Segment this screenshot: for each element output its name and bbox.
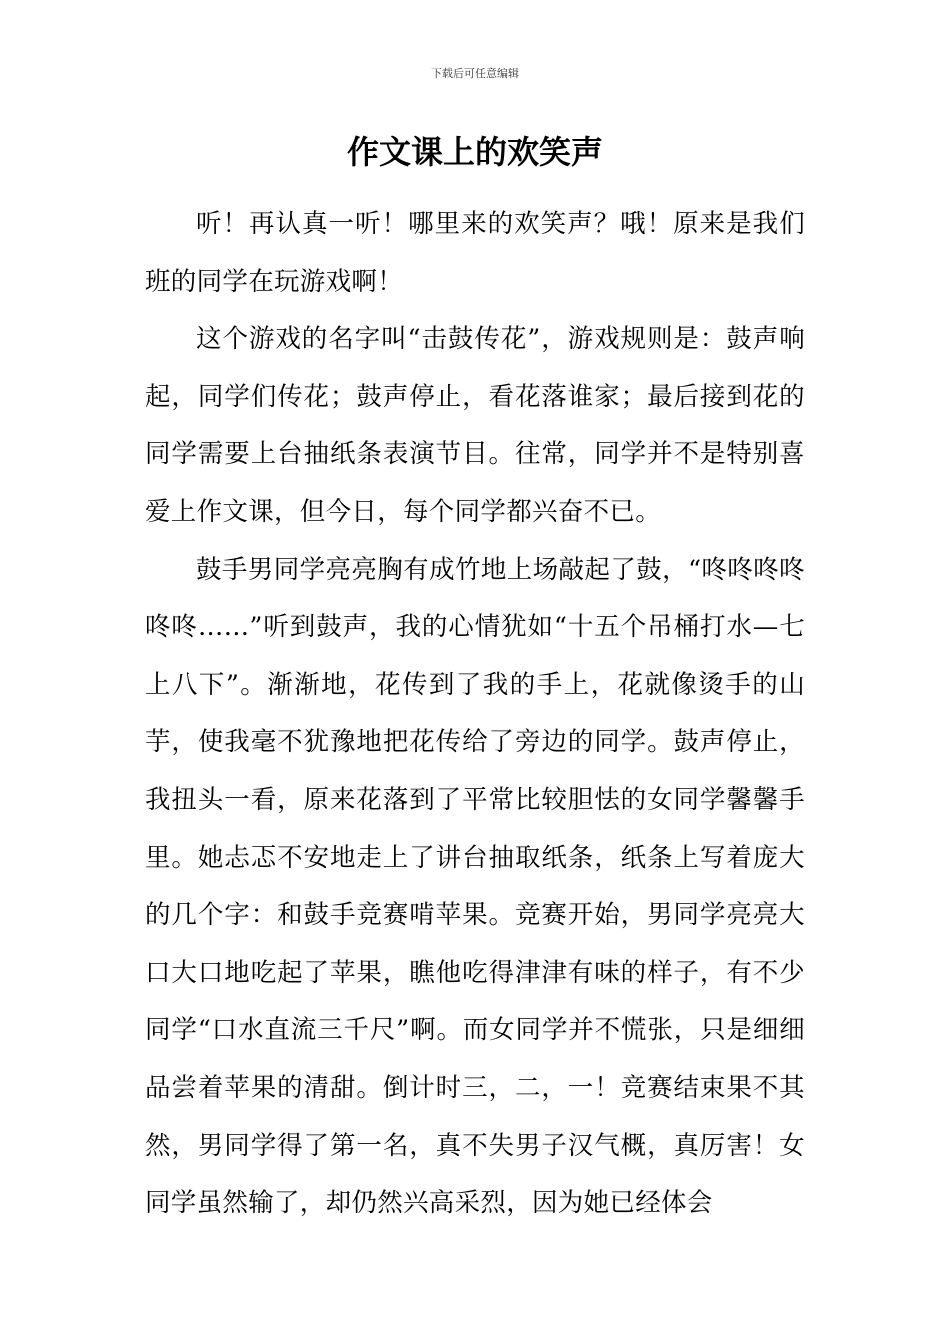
header-note: 下载后可任意编辑 bbox=[431, 67, 519, 80]
paragraph-1: 听！再认真一听！哪里来的欢笑声？哦！原来是我们班的同学在玩游戏啊！ bbox=[145, 209, 805, 297]
document-body bbox=[145, 196, 805, 1233]
paragraph-3: 鼓手男同学亮亮胸有成竹地上场敲起了鼓，“咚咚咚咚咚咚……”听到鼓声，我的心情犹如“十五个吊桶打水—七上八下”。渐渐地，花传到了我的手上，花就像烫手的山芋，使我毫不犹豫地把花传给了旁边的同学。鼓声停止，我扭头一看，原来花落到了平常比较胆怯的女同学馨馨手里。她忐忑不安地走上了讲台抽取纸条，纸条上写着庞大的几个字：和鼓手竞赛啃苹果。竞赛开始，男同学亮亮大口大口地吃起了苹果，瞧他吃得津津有味的样子，有不少同学“口水直流三千尺”啊。而女同学并不慌张，只是细细品尝着苹果的清甜。倒计时三，二，一！竞赛结束果不其然，男同学得了第一名，真不失男子汉气概，真厉害！女同学虽然输了，却仍然兴高采烈，因为她已经体会 bbox=[145, 554, 805, 1219]
document-title: 作文课上的欢笑声 bbox=[346, 133, 603, 171]
paragraph-2: 这个游戏的名字叫“击鼓传花”，游戏规则是：鼓声响起，同学们传花；鼓声停止，看花落谁家；最后接到花的同学需要上台抽纸条表演节目。往常，同学并不是特别喜爱上作文课，但今日，每个同学都兴奋不已。 bbox=[145, 324, 805, 527]
